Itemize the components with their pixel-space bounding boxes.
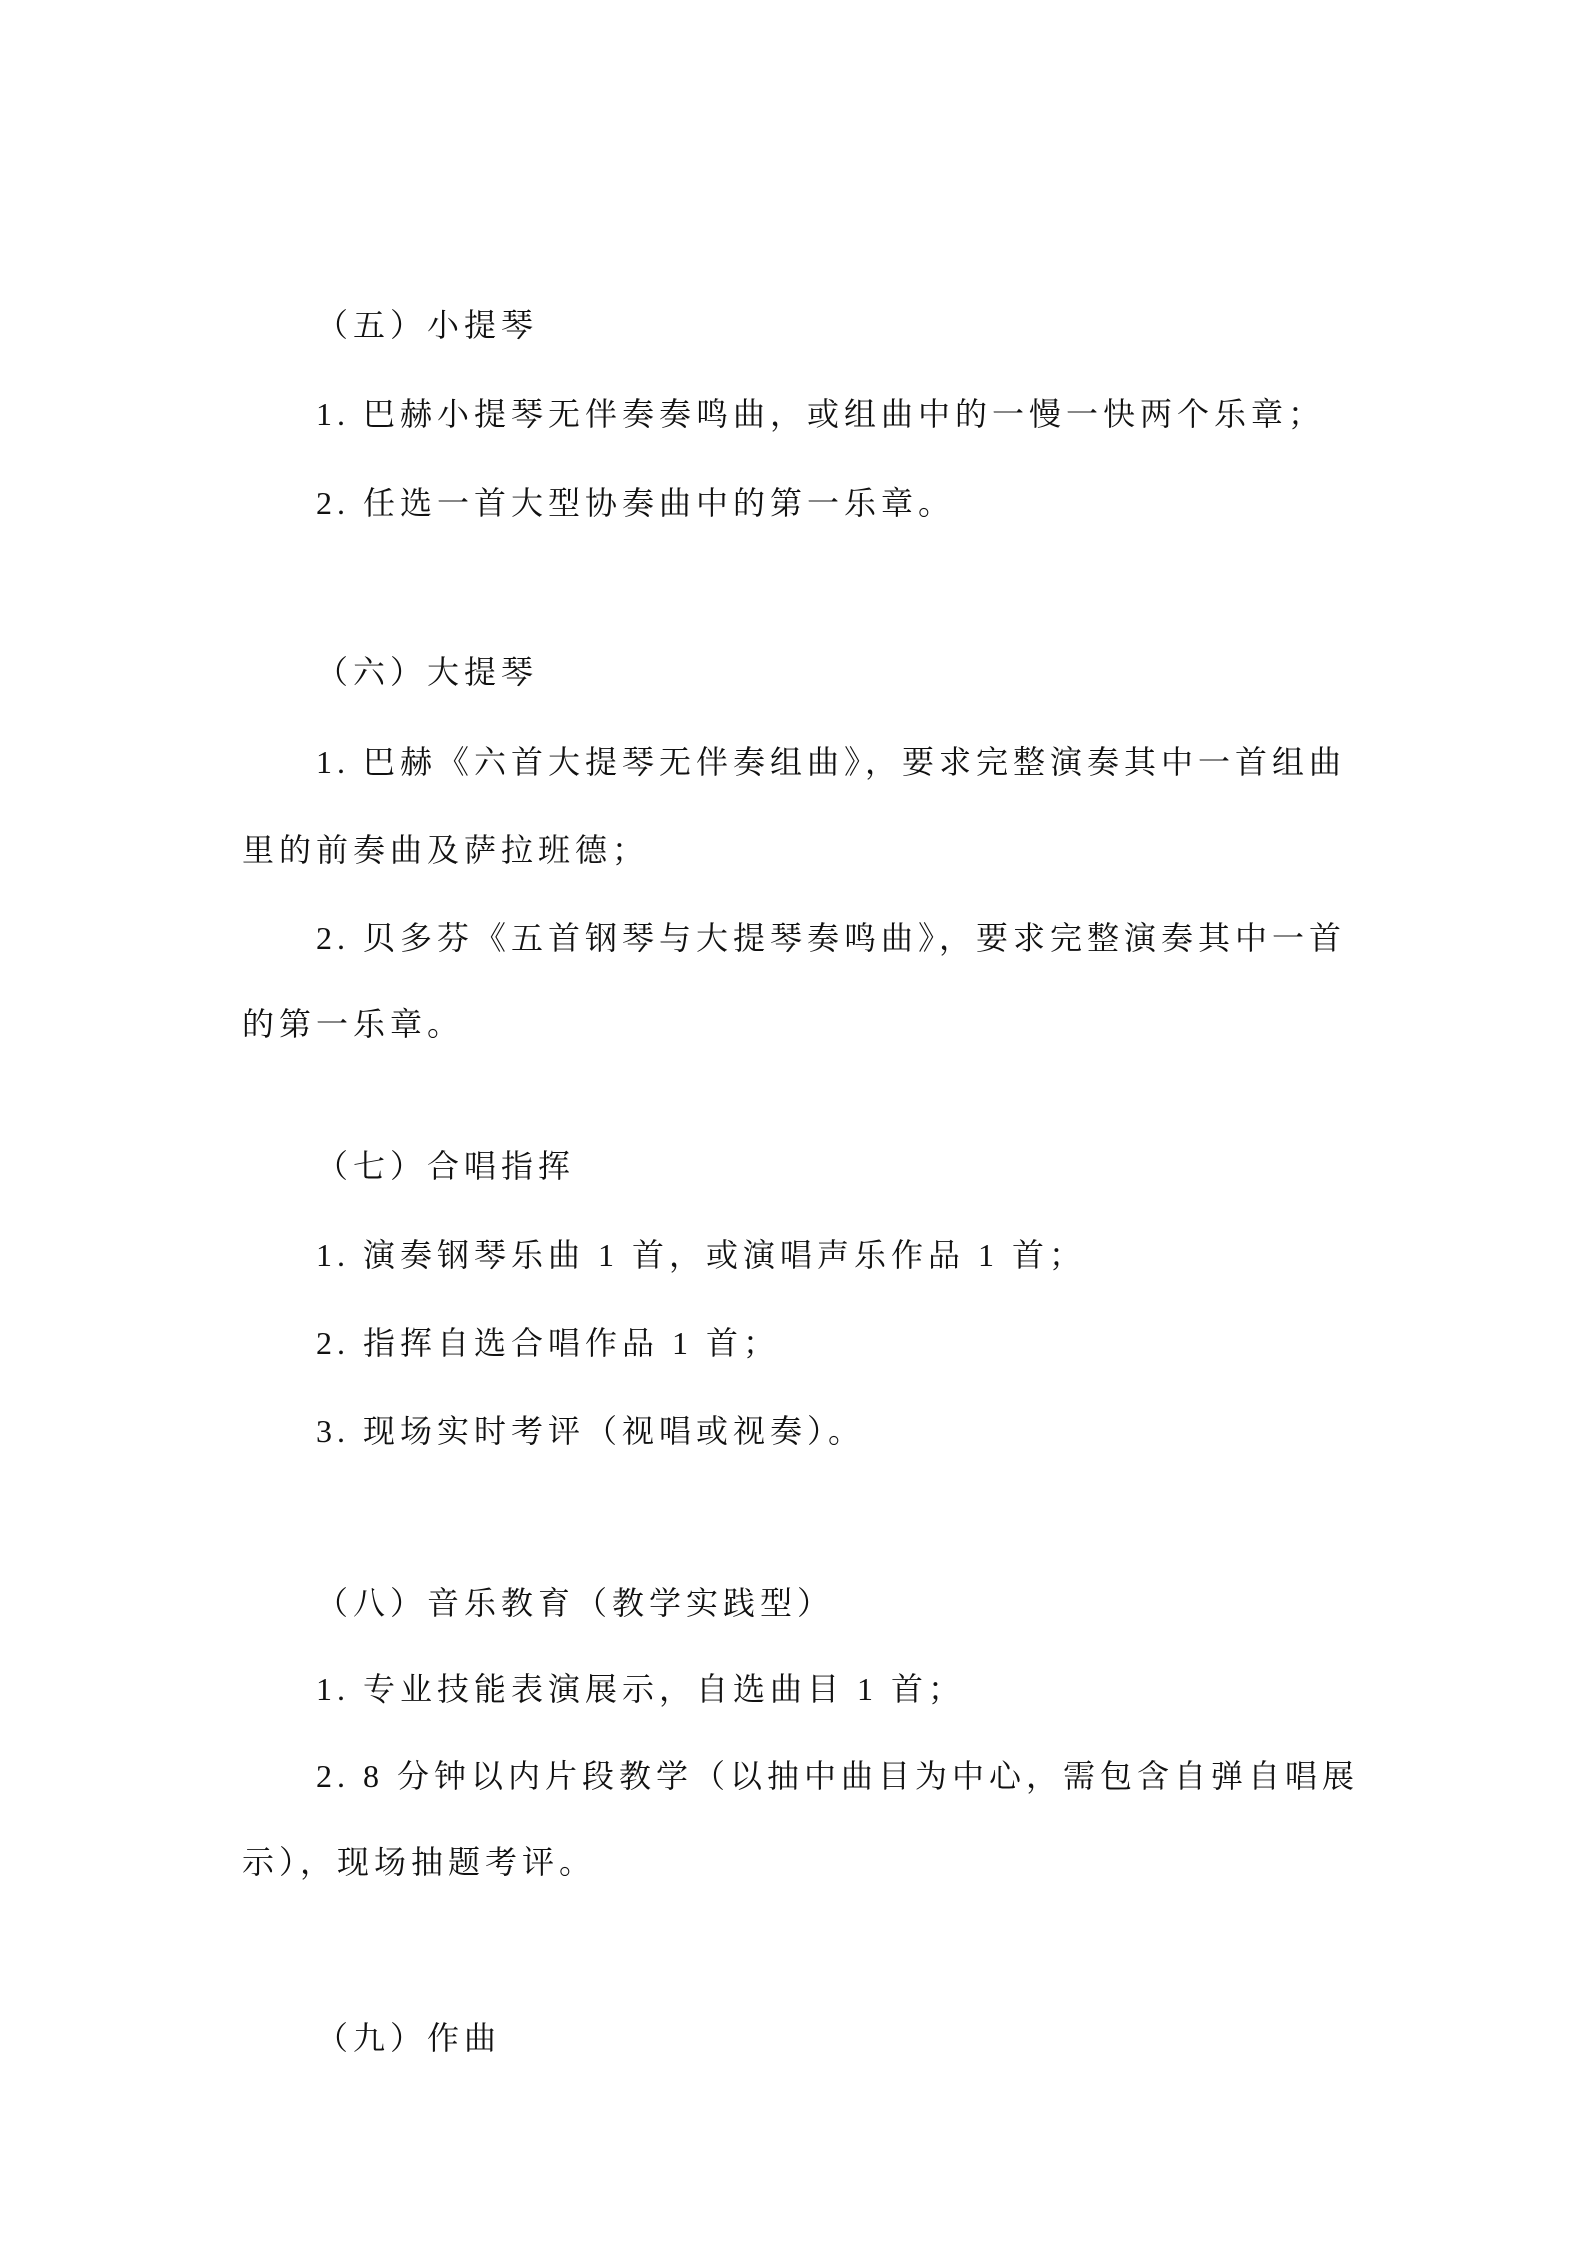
section-heading-composition: （九）作曲 [316,2020,502,2056]
list-item-line: 2. 8 分钟以内片段教学（以抽中曲目为中心，需包含自弹自唱展 [316,1758,1360,1794]
list-item-line-continued: 示），现场抽题考评。 [242,1844,597,1880]
list-item-line-continued: 的第一乐章。 [242,1006,465,1042]
section-heading-violin: （五）小提琴 [316,307,539,343]
list-item-line-continued: 里的前奏曲及萨拉班德； [242,832,650,868]
list-item-line: 1. 巴赫小提琴无伴奏奏鸣曲，或组曲中的一慢一快两个乐章； [316,396,1326,432]
section-heading-choral-conducting: （七）合唱指挥 [316,1148,576,1184]
list-item-line: 1. 专业技能表演展示，自选曲目 1 首； [316,1671,966,1707]
list-item-line: 2. 贝多芬《五首钢琴与大提琴奏鸣曲》，要求完整演奏其中一首 [316,920,1347,956]
list-item-line: 1. 演奏钢琴乐曲 1 首，或演唱声乐作品 1 首； [316,1237,1087,1273]
section-heading-cello: （六）大提琴 [316,654,539,690]
list-item-line: 2. 任选一首大型协奏曲中的第一乐章。 [316,485,956,521]
list-item-line: 2. 指挥自选合唱作品 1 首； [316,1325,781,1361]
list-item-line: 1. 巴赫《六首大提琴无伴奏组曲》，要求完整演奏其中一首组曲 [316,744,1347,780]
section-heading-music-education: （八）音乐教育（教学实践型） [316,1585,835,1621]
list-item-line: 3. 现场实时考评（视唱或视奏）。 [316,1413,866,1449]
